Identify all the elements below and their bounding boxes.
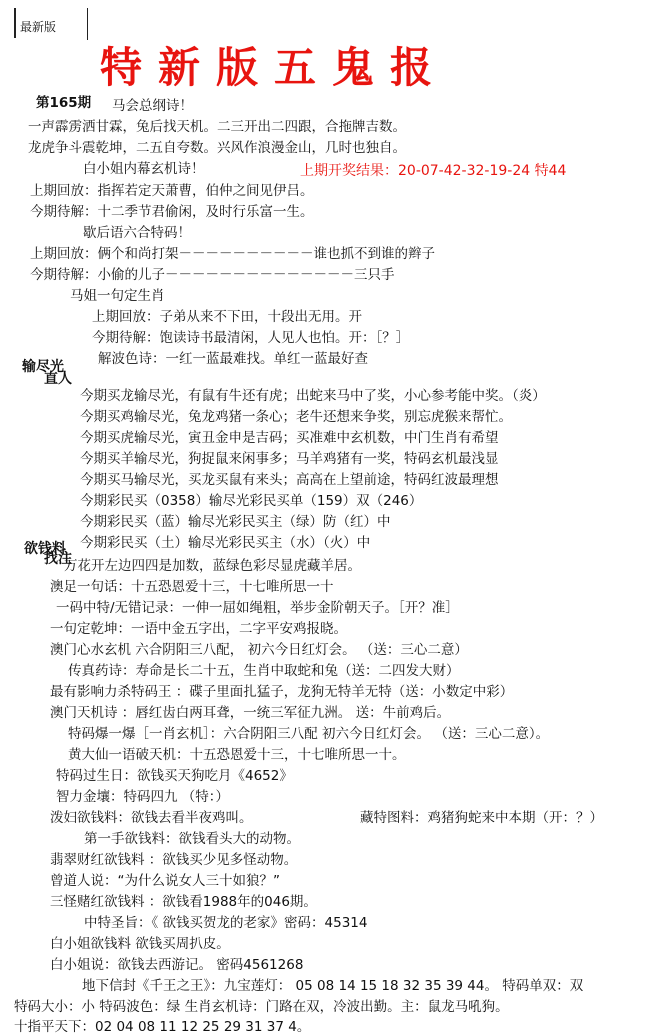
page-title: 特新版五鬼报 [100,43,449,92]
text-line: 一声霹雳洒甘霖，兔后找天机。二三开出二四跟，合拖牌吉数。 [28,119,406,135]
text-line: 上期回放：俩个和尚打架－－－－－－－－－－谁也抓不到谁的辫子 [30,246,435,262]
text-line: 马姐一句定生肖 [70,288,165,304]
text-line: 今期彩民买（土）输尽光彩民买主（水）（火）中 [80,535,371,551]
text-line: 马会总纲诗！ [112,98,193,114]
text-line: 最有影响力杀特码王 ：碟子里面扎猛子，龙狗无特羊无特（送：小数定中彩） [50,684,514,700]
text-line: 翡翠财红欲钱料 ：欲钱买少见多怪动物。 [50,852,298,868]
text-line: 澳足一句话：十五恐恩爱十三，十七唯所思一十 [50,579,334,595]
text-line: 今期待解：十二季节君偷闲，及时行乐富一生。 [30,204,314,220]
text-line: 今期买虎输尽光，寅丑金申是吉码；买准难中玄机数，中门生肖有希望 [80,430,499,446]
text-line: 曾道人说：“为什么说女人三十如狼？” [50,873,280,889]
text-line: 藏特图料：鸡猪狗蛇来中本期（开：？） [360,810,603,826]
overlay-label: 找注 [44,551,72,567]
header-divider [87,8,88,40]
text-line: 十指平天下：02 04 08 11 12 25 29 31 37 4。 [14,1019,311,1035]
text-line: 特码大小：小 特码波色：绿 生肖玄机诗：门路在双，冷波出勤。主：鼠龙马吼狗。 [14,999,509,1015]
text-line: 澳门天机诗 ：唇红齿白两耳聋，一统三军征九洲。 送：牛前鸡后。 [50,705,451,721]
text-line: 地下信封《千王之王》：九宝莲灯： 05 08 14 15 18 32 35 39 44。 特码单双：双 [82,978,584,994]
text-line: 今期买羊输尽光，狗捉鼠来闲事多；马羊鸡猪有一奖，特码玄机最浅显 [80,451,499,467]
text-line: 白小姐内幕玄机诗！ [83,161,205,177]
text-line: 黄大仙一语破天机：十五恐恩爱十三，十七唯所思一十。 [68,747,406,763]
overlay-label: 输尽光 [22,359,64,375]
text-line: 三怪赌红欲钱料 ：欲钱看1988年的046期。 [50,894,317,910]
text-line: 今期买鸡输尽光，兔龙鸡猪一条心；老牛还想来争奖，别忘虎猴来帮忙。 [80,409,512,425]
last-draw-result: 上期开奖结果：20-07-42-32-19-24 特44 [300,163,567,179]
text-line: 歇后语六合特码！ [83,225,191,241]
corner-label: 最新版 [20,20,57,34]
text-line: 今期彩民买（蓝）输尽光彩民买主（绿）防（红）中 [80,514,391,530]
text-line: 第一手欲钱料：欲钱看头大的动物。 [84,831,300,847]
text-line: 今期待解：饱读诗书最清闲，人见人也怕。开：［？］ [92,330,410,346]
text-line: 今期买龙输尽光，有鼠有牛还有虎；出蛇来马中了奖，小心参考能中奖。（炎） [80,388,546,404]
text-line: 解波色诗：一红一蓝最难找。单红一蓝最好查 [98,351,368,367]
text-line: 特码爆一爆［一肖玄机］：六合阴阳三八配 初六今日红灯会。 （送：三心二意）。 [68,726,550,742]
text-line: 一句定乾坤：一语中金五字出，二字平安鸡报晓。 [50,621,347,637]
text-line: 上期回放：指挥若定天萧曹，伯仲之间见伊吕。 [30,183,314,199]
text-line: 泼妇欲钱料：欲钱去看半夜鸡叫。 [50,810,253,826]
text-line: 特码过生日：欲钱买天狗吃月《4652》 [56,768,293,784]
text-line: 中特圣旨：《 欲钱买贺龙的老家》密码：45314 [84,915,368,931]
text-line: 万花开左边四四是加数，蓝绿色彩尽显虎藏羊居。 [64,558,361,574]
text-line: 龙虎争斗震乾坤，二五自夸数。兴风作浪漫金山，几时也独自。 [28,140,406,156]
text-line: 传真药诗：寿命是长二十五，生肖中取蛇和兔（送：二四发大财） [68,663,460,679]
text-line: 白小姐欲钱料 欲钱买周扒皮。 [50,936,230,952]
text-line: 今期待解：小偷的儿子－－－－－－－－－－－－－－三只手 [30,267,395,283]
text-line: 白小姐说：欲钱去西游记。 密码4561268 [50,957,304,973]
overlay-label: 欲钱料 [24,541,66,557]
text-line: 今期彩民买（0358）输尽光彩民买单（159）双（246） [80,493,423,509]
overlay-label: 直人 [44,371,72,387]
text-line: 智力金壤：特码四九 （特：） [56,789,230,805]
text-line: 一码中特/无错记录：一伸一屈如绳粗，举步金阶朝天子。［开？准］ [56,600,459,616]
text-line: 上期回放：子弟从来不下田，十段出无用。开 [92,309,362,325]
text-line: 今期买马输尽光，买龙买鼠有来头；高高在上望前途，特码红波最理想 [80,472,499,488]
left-frame-bar [14,8,16,38]
issue-number: 第165期 [36,95,92,111]
text-line: 澳门心水玄机 六合阴阳三八配， 初六今日红灯会。 （送：三心二意） [50,642,468,658]
